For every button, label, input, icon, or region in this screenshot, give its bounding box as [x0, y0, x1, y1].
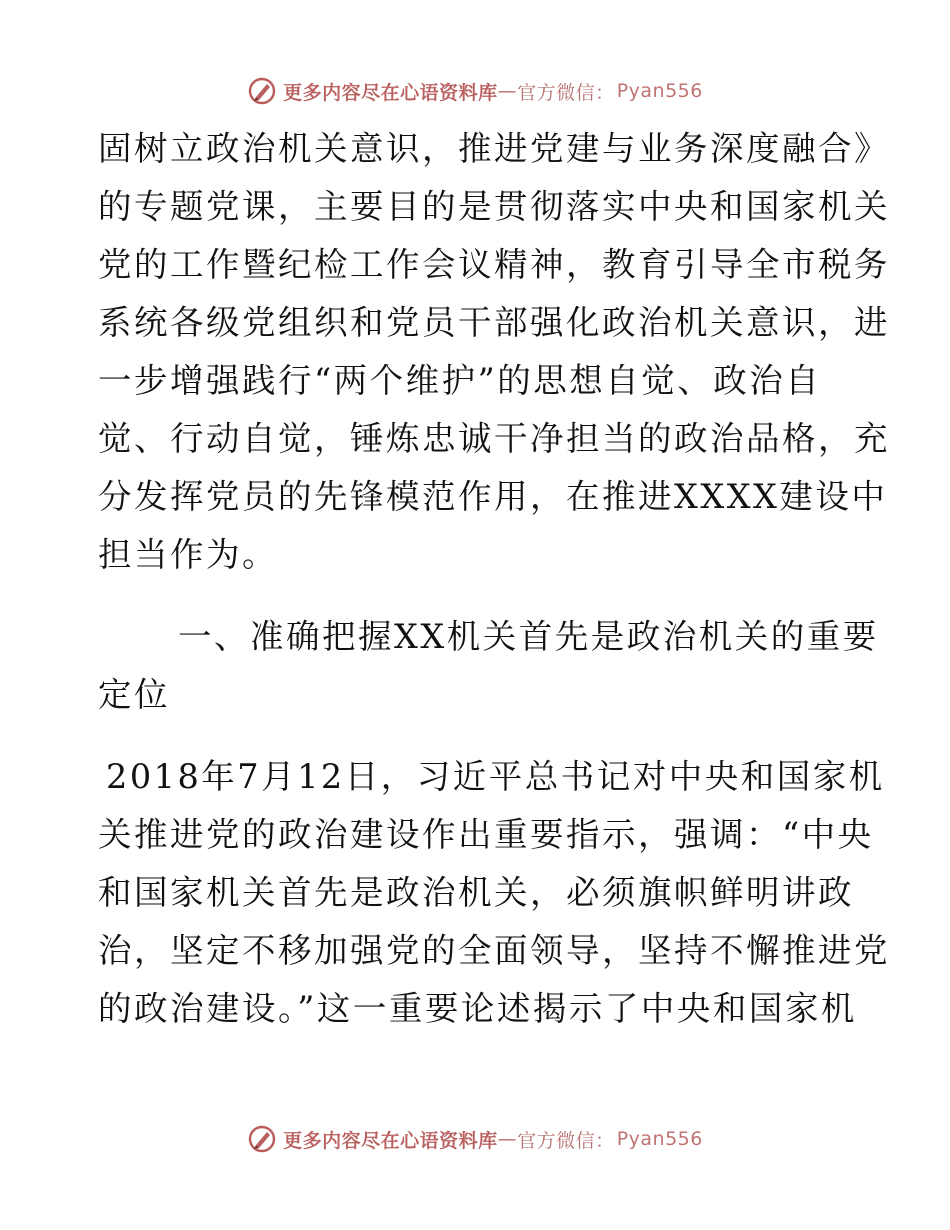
text-line: 党的工作暨纪检工作会议精神，教育引导全市税务 [98, 245, 890, 284]
watermark-sub-text: 官方微信： [517, 81, 615, 104]
watermark-main-text: 更多内容尽在心语资料库 [283, 81, 498, 104]
footer-watermark [0, 1119, 950, 1159]
text-line: 担当作为。 [98, 535, 278, 574]
text-line: 和国家机关首先是政治机关，必须旗帜鲜明讲政 [98, 873, 854, 912]
pen-logo-icon [247, 76, 277, 106]
text-line: 2018年7月12日，习近平总书记对中央和国家机 [106, 757, 885, 796]
text-line: 分发挥党员的先锋模范作用，在推进XXXX建设中 [98, 477, 888, 516]
watermark-main-text: 更多内容尽在心语资料库 [283, 1129, 498, 1152]
pen-logo-icon [247, 1124, 277, 1154]
heading-line: 一、准确把握XX机关首先是政治机关的重要 [178, 617, 879, 656]
watermark-dash: — [497, 80, 518, 102]
text-line: 的政治建设。”这一重要论述揭示了中央和国家机 [98, 989, 857, 1028]
text-line: 的专题党课，主要目的是贯彻落实中央和国家机关 [98, 187, 890, 226]
header-watermark [0, 71, 950, 111]
paragraph-date [98, 748, 890, 1038]
text-line: 治，坚定不移加强党的全面领导，坚持不懈推进党 [98, 931, 890, 970]
paragraph-intro [98, 120, 890, 584]
watermark-dash: — [497, 1128, 518, 1150]
heading-line: 定位 [98, 675, 170, 714]
text-line: 觉、行动自觉，锤炼忠诚干净担当的政治品格，充 [98, 419, 890, 458]
text-line: 系统各级党组织和党员干部强化政治机关意识，进 [98, 303, 890, 342]
text-line: 一步增强践行“两个维护”的思想自觉、政治自 [98, 361, 822, 400]
text-line: 关推进党的政治建设作出重要指示，强调：“中央 [98, 815, 874, 854]
section-heading [98, 608, 879, 724]
watermark-sub-text: 官方微信： [517, 1129, 615, 1152]
watermark-id: Pyan556 [616, 1128, 703, 1150]
text-line: 固树立政治机关意识，推进党建与业务深度融合》 [98, 129, 890, 168]
watermark-id: Pyan556 [616, 80, 703, 102]
document-body [98, 120, 890, 1038]
